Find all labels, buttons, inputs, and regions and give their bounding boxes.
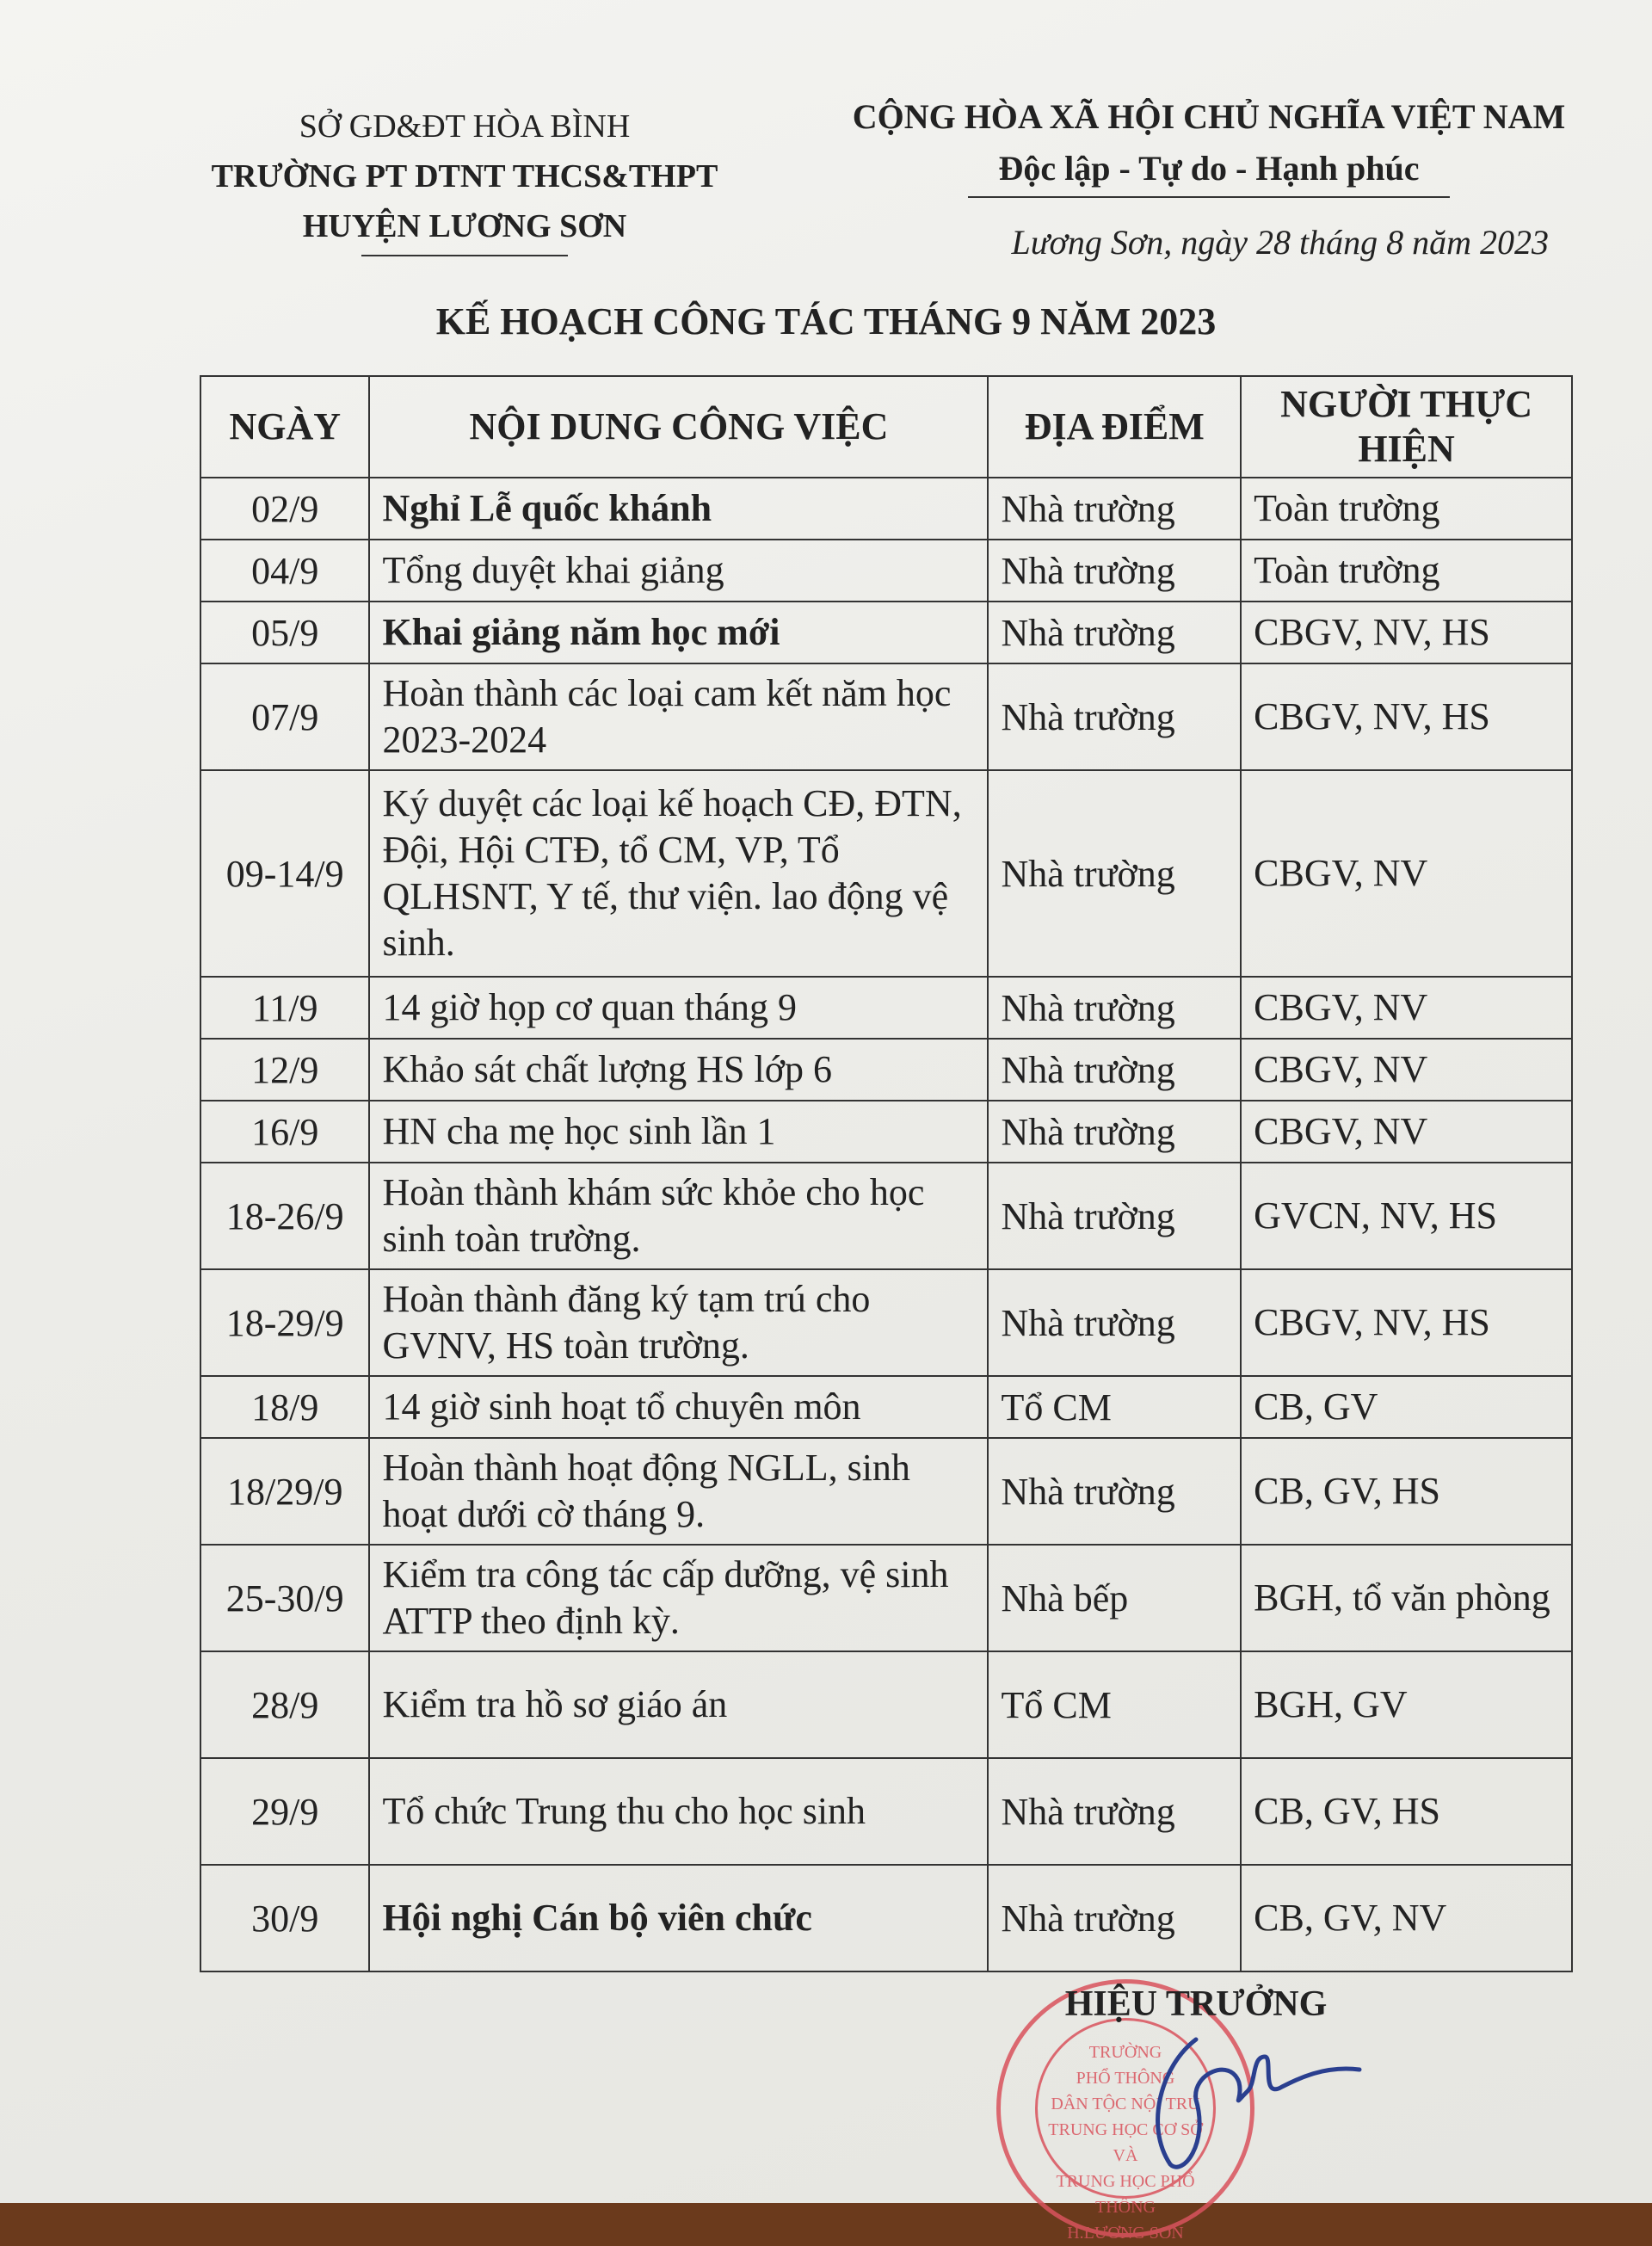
row-task: Ký duyệt các loại kế hoạch CĐ, ĐTN, Đội, Hội CTĐ, tổ CM, VP, Tổ QLHSNT, Y tế, thư viện. lao động vệ sinh. [369,770,988,977]
row-place: Nhà trường [988,478,1241,540]
row-task: HN cha mẹ học sinh lần 1 [369,1101,988,1163]
row-person: BGH, tổ văn phòng [1241,1545,1572,1651]
row-person: CBGV, NV [1241,977,1572,1039]
row-place: Nhà trường [988,977,1241,1039]
handwritten-signature [1067,2005,1394,2177]
row-person: CB, GV, NV [1241,1865,1572,1971]
table-row [200,602,1572,663]
table-row [200,1163,1572,1269]
row-place: Nhà trường [988,663,1241,770]
table-header-row [200,376,1572,478]
national-motto: Độc lập - Tự do - Hạnh phúc [998,149,1420,188]
row-date: 18/29/9 [200,1438,369,1545]
header-left [146,102,783,256]
row-task: Hoàn thành các loại cam kết năm học 2023-2024 [369,663,988,770]
row-place: Nhà trường [988,1039,1241,1101]
row-place: Nhà trường [988,602,1241,663]
table-row [200,1758,1572,1865]
district-name: HUYỆN LƯƠNG SƠN [302,208,627,244]
table-row [200,770,1572,977]
row-person: CBGV, NV, HS [1241,602,1572,663]
row-task: Hoàn thành khám sức khỏe cho học sinh toàn trường. [369,1163,988,1269]
table-row [200,977,1572,1039]
row-person: Toàn trường [1241,540,1572,602]
table-row [200,1039,1572,1101]
header-task: NỘI DUNG CÔNG VIỆC [369,376,988,478]
row-person: CBGV, NV [1241,770,1572,977]
row-place: Tổ CM [988,1651,1241,1758]
seal-line: DÂN TỘC NỘI TRÚ [1051,2095,1200,2113]
row-person: GVCN, NV, HS [1241,1163,1572,1269]
signer-role: HIỆU TRƯỞNG [1064,1984,1328,2024]
row-date: 05/9 [200,602,369,663]
row-date: 11/9 [200,977,369,1039]
row-date: 18/9 [200,1376,369,1438]
row-place: Nhà trường [988,1438,1241,1545]
row-date: 12/9 [200,1039,369,1101]
row-place: Nhà trường [988,770,1241,977]
row-place: Nhà trường [988,540,1241,602]
row-date: 25-30/9 [200,1545,369,1651]
row-date: 09-14/9 [200,770,369,977]
row-place: Nhà trường [988,1758,1241,1865]
row-task: 14 giờ họp cơ quan tháng 9 [369,977,988,1039]
row-task: Tổ chức Trung thu cho học sinh [369,1758,988,1865]
work-plan-table [200,375,1573,1972]
table-row [200,1376,1572,1438]
row-date: 28/9 [200,1651,369,1758]
row-date: 18-29/9 [200,1269,369,1376]
header-person: NGƯỜI THỰC HIỆN [1241,376,1572,478]
seal-line: PHỔ THÔNG [1076,2069,1175,2088]
row-date: 30/9 [200,1865,369,1971]
seal-line: TRƯỜNG [1088,2043,1162,2062]
department-name: SỞ GD&ĐT HÒA BÌNH [299,108,631,145]
row-date: 02/9 [200,478,369,540]
school-name: TRƯỜNG PT DTNT THCS&THPT [211,158,718,194]
row-place: Nhà trường [988,1101,1241,1163]
seal-line: TRUNG HỌC CƠ SỞ VÀ [1048,2120,1203,2165]
row-date: 29/9 [200,1758,369,1865]
table-row [200,663,1572,770]
row-person: CBGV, NV, HS [1241,1269,1572,1376]
row-task: Kiểm tra hồ sơ giáo án [369,1651,988,1758]
row-place: Nhà trường [988,1163,1241,1269]
row-place: Nhà bếp [988,1545,1241,1651]
table-row [200,478,1572,540]
row-person: CB, GV, HS [1241,1758,1572,1865]
row-date: 04/9 [200,540,369,602]
table-row [200,1865,1572,1971]
row-person: BGH, GV [1241,1651,1572,1758]
header-right [774,91,1643,198]
table-row [200,1438,1572,1545]
row-task: Khai giảng năm học mới [369,602,988,663]
row-person: CBGV, NV, HS [1241,663,1572,770]
row-place: Nhà trường [988,1269,1241,1376]
row-place: Tổ CM [988,1376,1241,1438]
row-task: Nghỉ Lễ quốc khánh [369,478,988,540]
document-date: Lương Sơn, ngày 28 tháng 8 năm 2023 [1011,223,1549,262]
row-task: 14 giờ sinh hoạt tổ chuyên môn [369,1376,988,1438]
table-row [200,1101,1572,1163]
header-left-underline [361,255,568,256]
table-row [200,1269,1572,1376]
table-row [200,540,1572,602]
row-task: Hoàn thành hoạt động NGLL, sinh hoạt dưới cờ tháng 9. [369,1438,988,1545]
row-task: Hội nghị Cán bộ viên chức [369,1865,988,1971]
document-title: KẾ HOẠCH CÔNG TÁC THÁNG 9 NĂM 2023 [435,300,1217,342]
row-place: Nhà trường [988,1865,1241,1971]
row-task: Hoàn thành đăng ký tạm trú cho GVNV, HS toàn trường. [369,1269,988,1376]
seal-line: TRUNG HỌC PHỔ THÔNG [1056,2172,1195,2217]
row-person: CBGV, NV [1241,1039,1572,1101]
header-date: NGÀY [200,376,369,478]
row-person: Toàn trường [1241,478,1572,540]
header-right-underline [968,196,1450,198]
row-task: Tổng duyệt khai giảng [369,540,988,602]
country-name: CỘNG HÒA XÃ HỘI CHỦ NGHĨA VIỆT NAM [852,97,1566,136]
header-place: ĐỊA ĐIỂM [988,376,1241,478]
row-date: 07/9 [200,663,369,770]
seal-line: H.LƯƠNG SƠN [1067,2224,1184,2243]
row-date: 16/9 [200,1101,369,1163]
row-person: CB, GV, HS [1241,1438,1572,1545]
table-row [200,1545,1572,1651]
row-task: Kiểm tra công tác cấp dưỡng, vệ sinh ATTP theo định kỳ. [369,1545,988,1651]
row-date: 18-26/9 [200,1163,369,1269]
row-person: CBGV, NV [1241,1101,1572,1163]
row-task: Khảo sát chất lượng HS lớp 6 [369,1039,988,1101]
table-row [200,1651,1572,1758]
row-person: CB, GV [1241,1376,1572,1438]
